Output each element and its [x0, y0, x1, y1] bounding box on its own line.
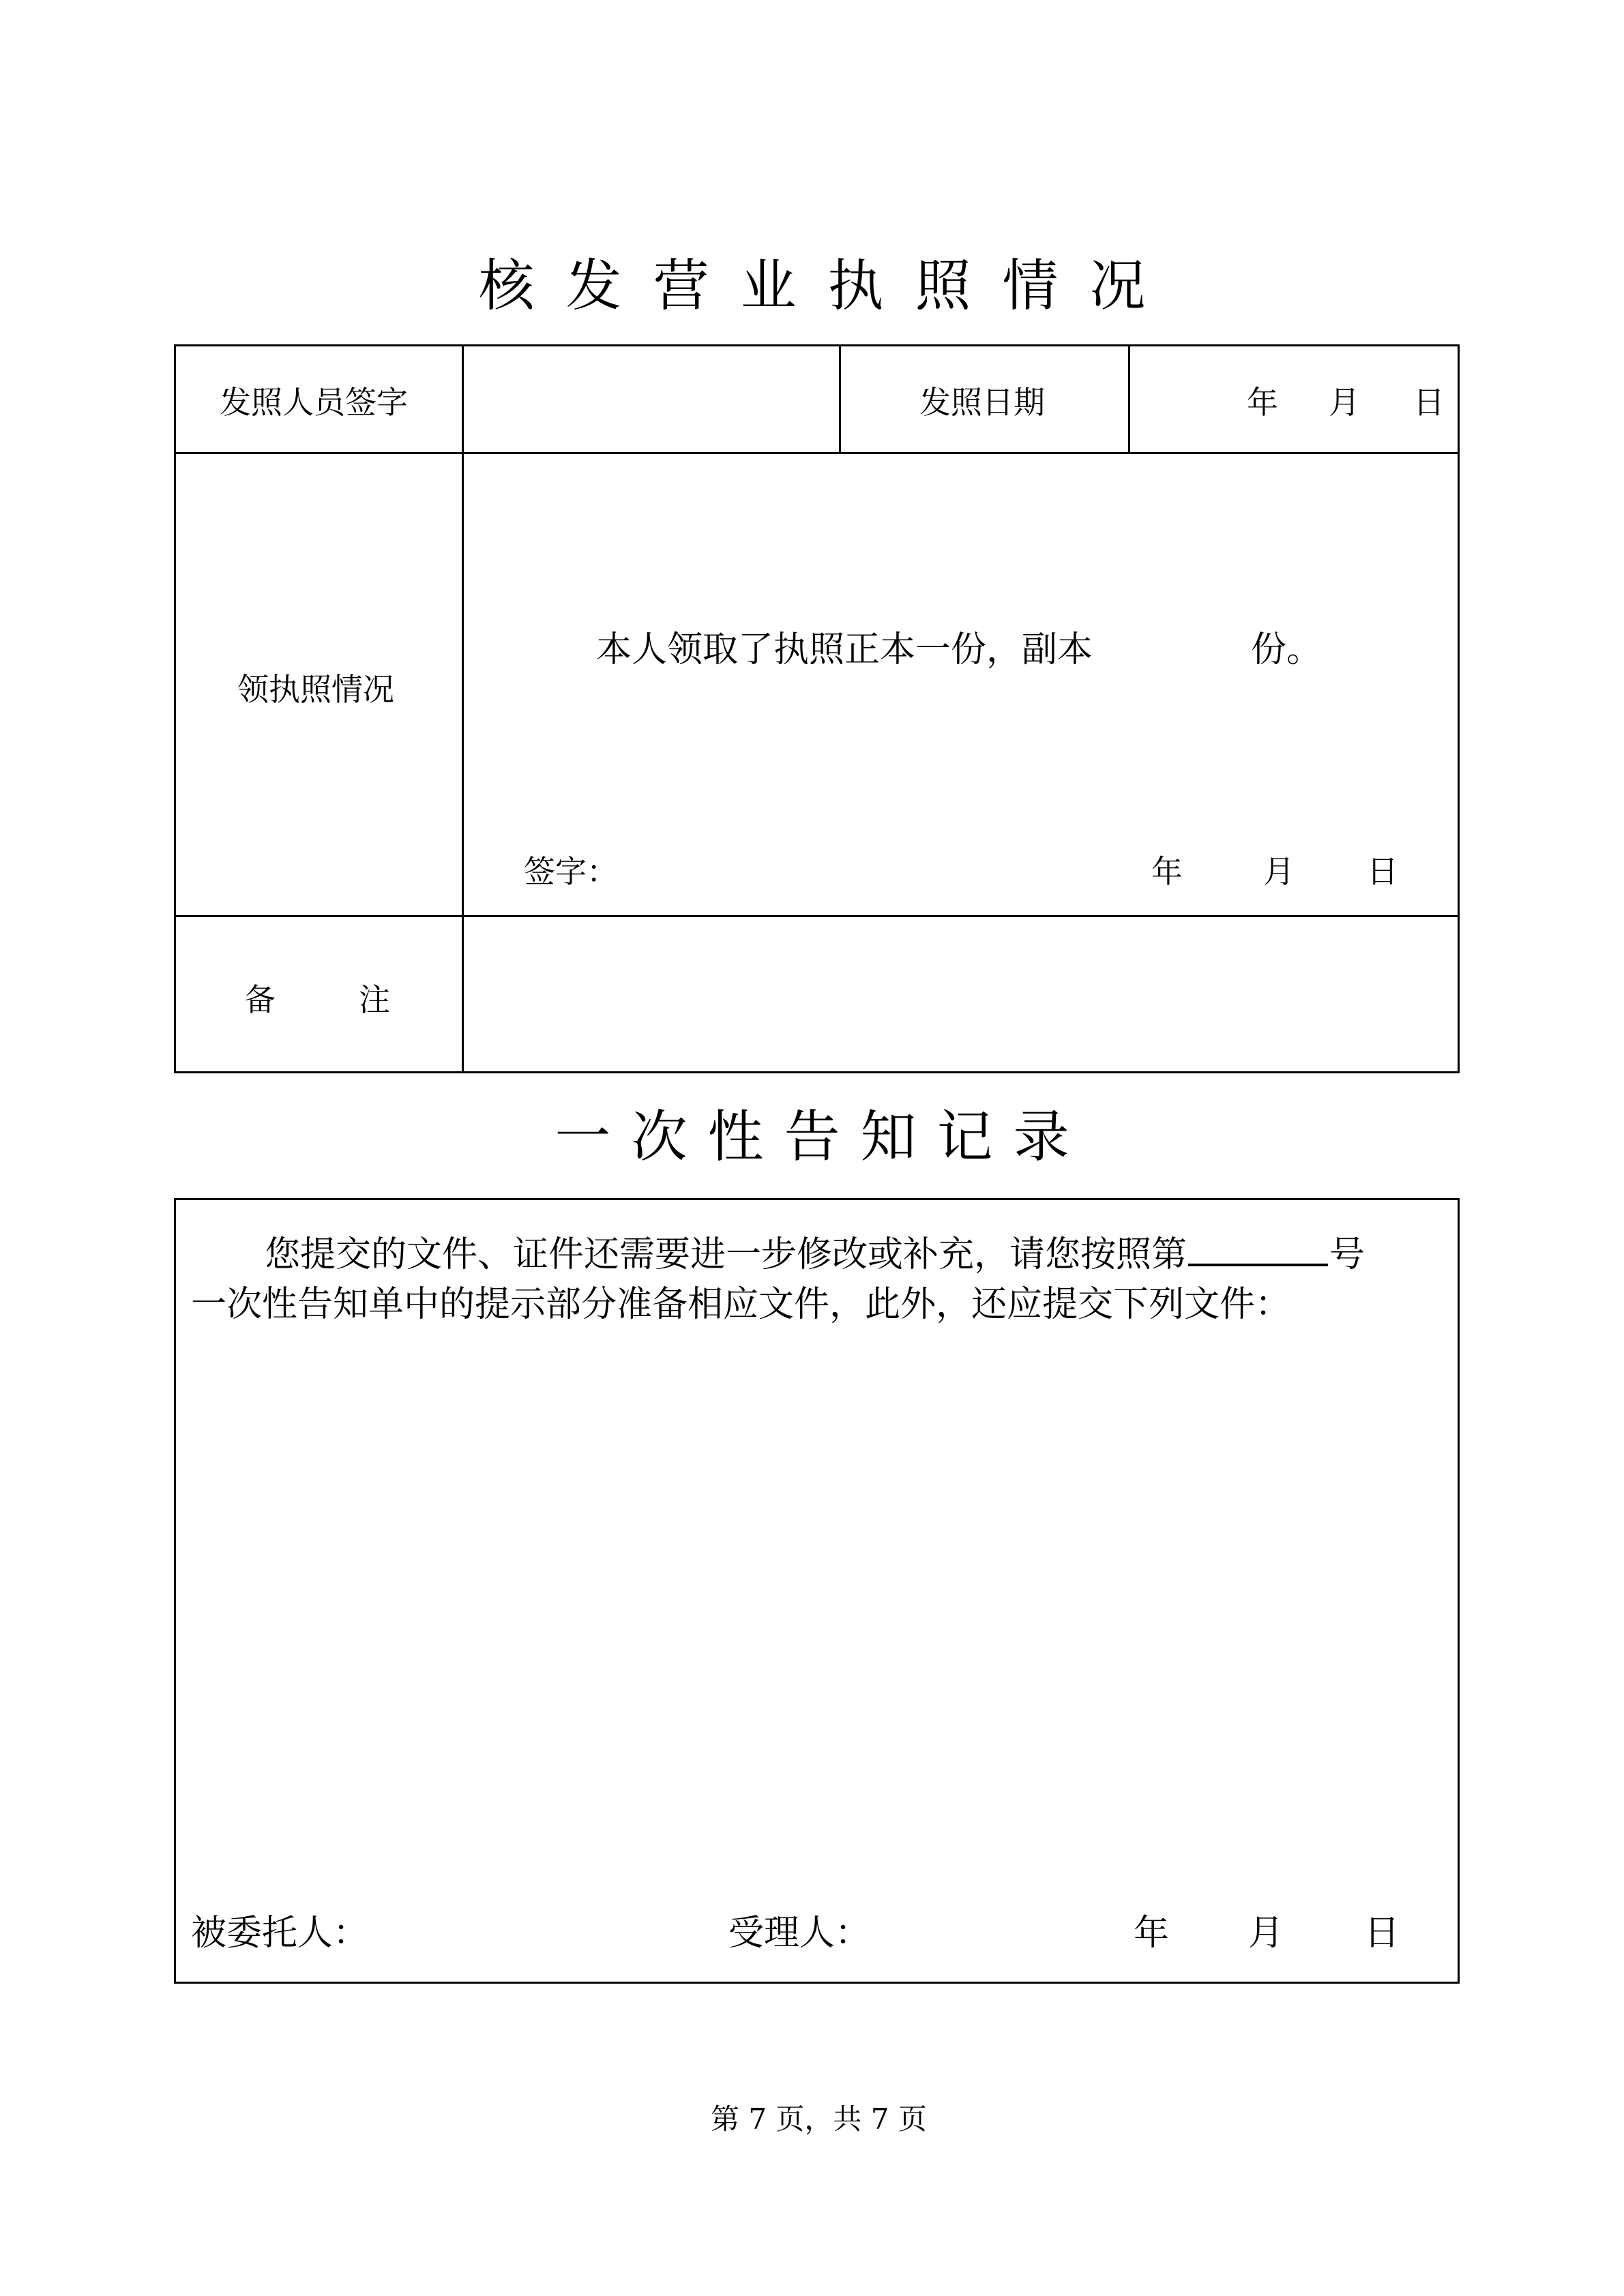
table1-col1-border: [462, 344, 464, 1073]
principal-label: 被委托人：: [191, 1913, 369, 1954]
table2-top-border: [174, 1198, 1460, 1200]
pickup-sign-label: 签字：: [524, 853, 618, 890]
section2-title: 一次性告知记录: [555, 1105, 1090, 1169]
license-pickup-label: 领执照情况: [237, 671, 394, 708]
notice-line1: [265, 1228, 1365, 1277]
notice-day: 日: [1364, 1913, 1400, 1954]
table1-col3-border: [1128, 344, 1130, 453]
pickup-statement-suffix: 份。: [1251, 629, 1323, 670]
notice-line1-prefix: 您提交的文件、证件还需要进一步修改或补充，请您按照第: [265, 1234, 1187, 1275]
pickup-statement-prefix: 本人领取了执照正本一份，副本: [596, 629, 1093, 670]
date-label: 发照日期: [919, 384, 1045, 421]
remarks-label-part1: 备: [244, 981, 276, 1018]
remarks-label-part2: 注: [359, 981, 390, 1018]
table1-row1-border: [174, 452, 1460, 454]
date-year: 年: [1247, 384, 1278, 421]
signer-signature-field[interactable]: [467, 349, 836, 450]
remarks-field[interactable]: [467, 920, 1455, 1069]
notice-content-field[interactable]: [184, 1337, 1453, 1896]
table2-left-border: [174, 1198, 176, 1984]
notice-month: 月: [1248, 1913, 1284, 1954]
notice-number-blank[interactable]: [1188, 1228, 1328, 1266]
pickup-year: 年: [1151, 853, 1183, 890]
page-number: 第 7 页，共 7 页: [711, 2102, 927, 2136]
table1-row2-border: [174, 915, 1460, 917]
table1-left-border: [174, 344, 176, 1073]
section1-title: 核发营业执照情况: [478, 254, 1177, 318]
acceptor-label: 受理人：: [728, 1913, 871, 1954]
table2-right-border: [1458, 1198, 1460, 1984]
table1-col2-border: [839, 344, 841, 453]
table2-bottom-border: [174, 1982, 1460, 1984]
pickup-day: 日: [1367, 853, 1398, 890]
table1-top-border: [174, 344, 1460, 346]
date-month: 月: [1329, 384, 1360, 421]
date-day: 日: [1413, 384, 1445, 421]
pickup-month: 月: [1263, 853, 1295, 890]
table1-bottom-border: [174, 1071, 1460, 1073]
table1-right-border: [1458, 344, 1460, 1073]
notice-year: 年: [1134, 1913, 1170, 1954]
notice-line2: 一次性告知单中的提示部分准备相应文件，此外，还应提交下列文件：: [191, 1284, 1291, 1325]
signer-label: 发照人员签字: [220, 384, 408, 421]
notice-line1-suffix: 号: [1329, 1234, 1365, 1275]
